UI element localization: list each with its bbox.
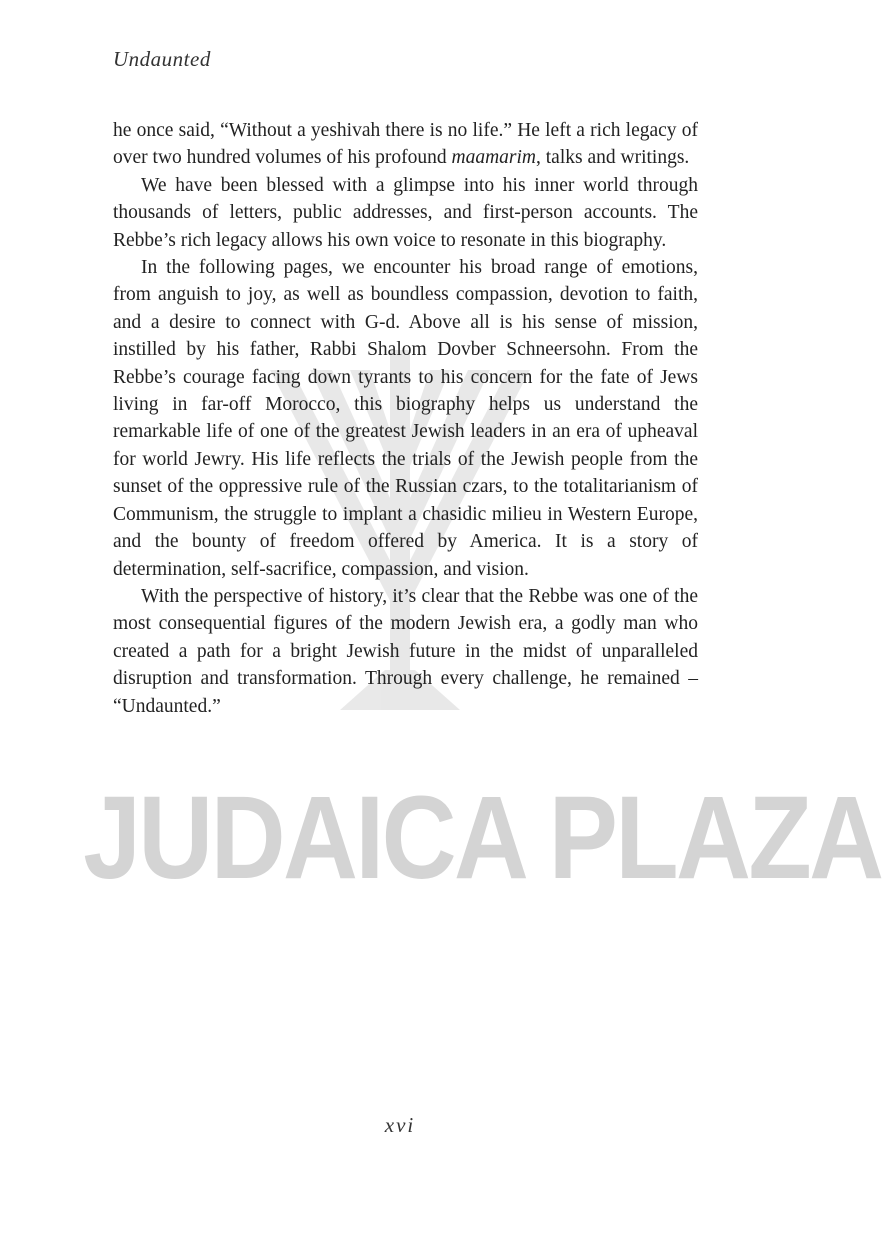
italic-term: maamarim [451, 147, 537, 169]
paragraph-4: With the perspective of history, it’s clear that the Rebbe was one of the most consequential figures of the modern Jewish era, a godly man who created a path for a bright Jewish future in the midst of unparalleled disruption and transformation. Through every challenge, he remained – “Undaunted.” [113, 585, 698, 717]
running-head: Undaunted [113, 47, 211, 71]
body-text [113, 117, 698, 720]
watermark-text: JUDAICA PLAZA [83, 772, 882, 904]
paragraph-1: he once said, “Without a yeshivah there is no life.” He left a rich legacy of over two hundred volumes of his profound maamarim, talks and writings. [113, 120, 698, 169]
paragraph-2: We have been blessed with a glimpse into his inner world through thousands of letters, public addresses, and first-person accounts. The Rebbe’s rich legacy allows his own voice to resonate in this biography. [113, 174, 698, 251]
paragraph-3: In the following pages, we encounter his broad range of emotions, from anguish to joy, as well as boundless compassion, devotion to faith, and a desire to connect with G-d. Above all is his sense of mission, instilled by his father, Rabbi Shalom Dovber Schneersohn. From the Rebbe’s courage facing down tyrants to his concern for the fate of Jews living in far-off Morocco, this biography helps us understand the remarkable life of one of the greatest Jewish leaders in an era of upheaval for world Jewry. His life reflects the trials of the Jewish people from the sunset of the oppressive rule of the Russian czars, to the totalitarianism of Communism, the struggle to implant a chasidic milieu in Western Europe, and the bounty of freedom offered by America. It is a story of determination, self-sacrifice, compassion, and vision. [113, 257, 698, 580]
page-number: xvi [384, 1113, 416, 1137]
